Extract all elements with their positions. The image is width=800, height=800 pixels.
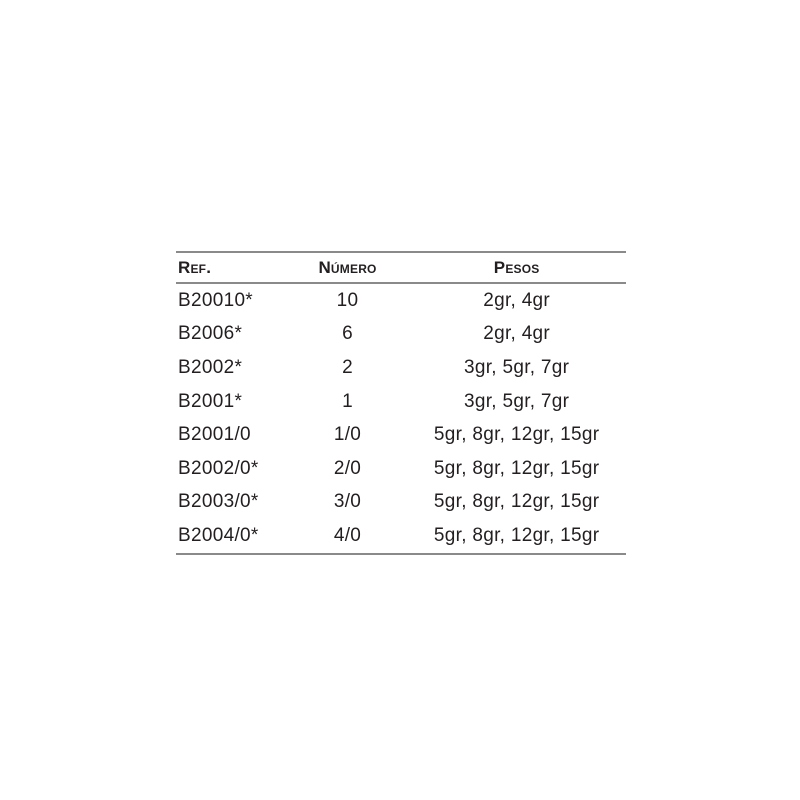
cell-ref: B20010* — [178, 289, 254, 311]
cell-numero: 2 — [342, 356, 353, 378]
cell-numero: 4/0 — [288, 519, 408, 554]
header-numero: Número — [288, 252, 408, 283]
header-pesos: Pesos — [407, 252, 626, 283]
cell-pesos: 5gr, 8gr, 12gr, 15gr — [433, 491, 600, 513]
table-row — [176, 418, 626, 452]
cell-pesos: 3gr, 5gr, 7gr — [463, 390, 570, 412]
table-row — [176, 486, 626, 520]
cell-ref: B2001* — [178, 390, 243, 412]
table-row — [176, 283, 626, 318]
cell-ref: B2004/0* — [176, 519, 288, 554]
table-body — [176, 283, 626, 554]
cell-ref: B2002* — [178, 356, 243, 378]
header-row — [176, 252, 626, 283]
cell-numero: 1/0 — [333, 424, 362, 446]
product-spec-table — [176, 251, 626, 555]
cell-pesos: 2gr, 4gr — [483, 289, 551, 311]
cell-numero: 6 — [342, 323, 353, 345]
cell-pesos: 5gr, 8gr, 12gr, 15gr — [433, 457, 600, 479]
cell-ref: B2006* — [178, 323, 243, 345]
table-row — [176, 519, 626, 554]
cell-pesos: 5gr, 8gr, 12gr, 15gr — [433, 424, 600, 446]
table-row — [176, 452, 626, 486]
cell-ref: B2001/0 — [178, 424, 251, 446]
table-row — [176, 385, 626, 419]
cell-numero: 2/0 — [333, 457, 362, 479]
table-header — [176, 252, 626, 283]
table-row — [176, 318, 626, 352]
cell-ref: B2002/0* — [178, 457, 259, 479]
cell-numero: 3/0 — [333, 491, 362, 513]
cell-numero: 10 — [336, 289, 359, 311]
cell-pesos: 5gr, 8gr, 12gr, 15gr — [407, 519, 626, 554]
cell-numero: 1 — [342, 390, 353, 412]
header-ref: Ref. — [176, 252, 288, 283]
cell-pesos: 2gr, 4gr — [483, 323, 551, 345]
cell-pesos: 3gr, 5gr, 7gr — [463, 356, 570, 378]
cell-ref: B2003/0* — [178, 491, 259, 513]
table-row — [176, 351, 626, 385]
